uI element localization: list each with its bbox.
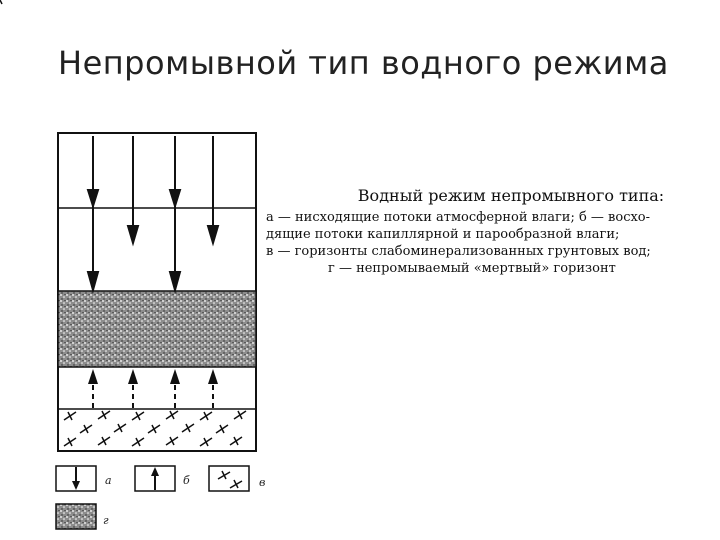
slide-title: Непромывной тип водного режима	[58, 44, 669, 82]
legend-item-g	[56, 504, 109, 529]
caption-line-4: г — непромываемый «мертвый» горизонт	[328, 261, 616, 276]
legend-item-b	[135, 466, 190, 491]
profile-box	[58, 133, 256, 451]
legend-label-v: в	[259, 476, 266, 489]
caption-line-3: в — горизонты слабоминерализованных грунтовых вод;	[266, 244, 651, 259]
legend	[56, 466, 265, 529]
caption-line-1: а — нисходящие потоки атмосферной влаги; б — восхо-	[266, 210, 651, 225]
legend-item-a	[56, 466, 112, 491]
dead-horizon-layer	[58, 291, 256, 367]
legend-label-b: б	[183, 474, 190, 487]
caption-title: Водный режим непромывного типа:	[357, 186, 665, 205]
legend-label-g: г	[103, 514, 109, 527]
legend-label-a: а	[105, 474, 112, 487]
diagram-caption	[266, 186, 716, 277]
caption-line-2: дящие потоки капиллярной и парообразной влаги;	[266, 227, 620, 242]
legend-item-v	[209, 466, 265, 491]
